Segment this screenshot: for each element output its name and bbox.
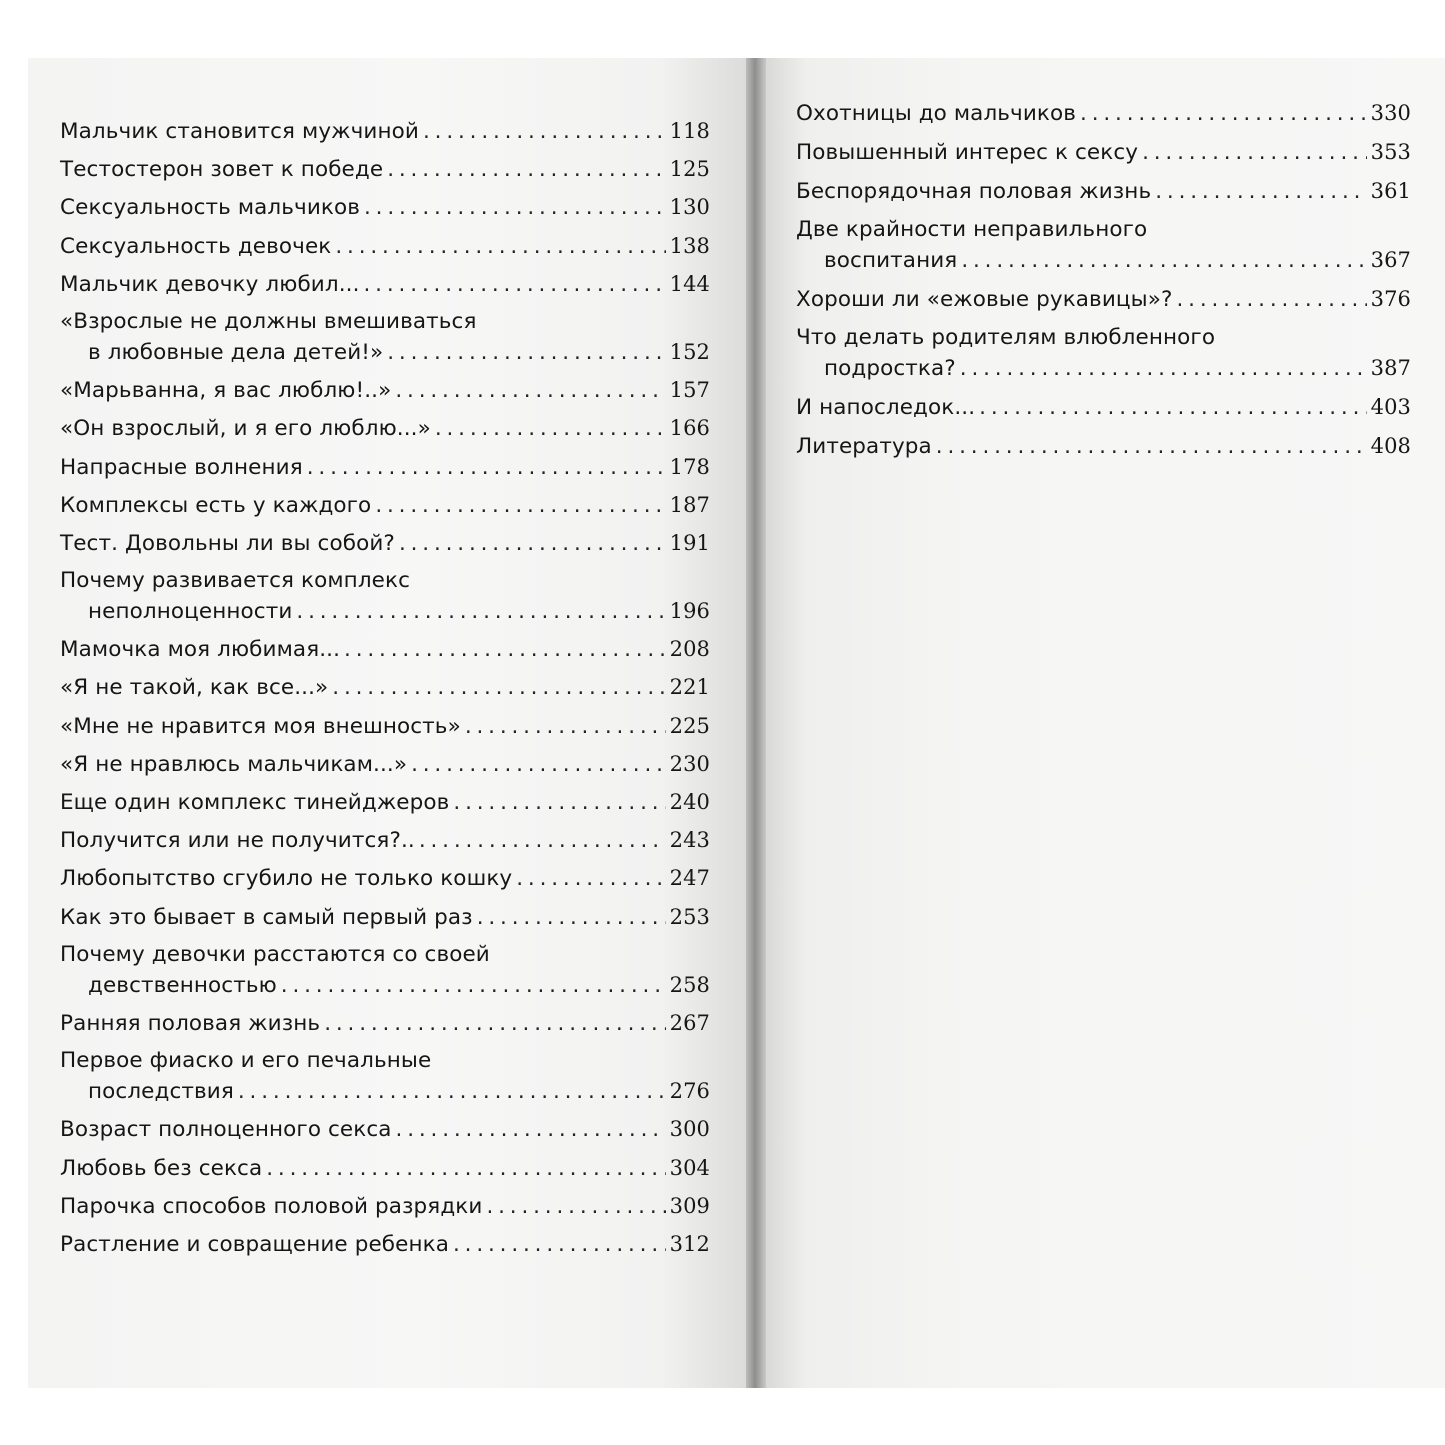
toc-page-number: 247 bbox=[669, 866, 710, 891]
toc-entry-title: Мальчик девочку любил... bbox=[60, 271, 360, 297]
toc-entry-title: Что делать родителям влюбленного bbox=[796, 325, 1216, 350]
toc-dot-leader bbox=[364, 270, 666, 300]
toc-entry-title: Мальчик становится мужчиной bbox=[60, 119, 419, 144]
left-page bbox=[28, 58, 746, 1388]
toc-dot-leader bbox=[396, 1115, 666, 1145]
toc-entry bbox=[60, 452, 710, 483]
toc-dot-leader bbox=[238, 1077, 666, 1107]
toc-entry-title: подростка? bbox=[824, 356, 956, 381]
toc-entry bbox=[796, 137, 1411, 168]
toc-dot-leader bbox=[344, 635, 666, 665]
toc-entry bbox=[60, 711, 710, 742]
toc-entry-line bbox=[60, 970, 710, 1001]
toc-entry-line bbox=[60, 116, 710, 147]
toc-page-number: 258 bbox=[669, 972, 710, 997]
toc-entry-line bbox=[60, 1114, 710, 1145]
toc-entry-line bbox=[796, 176, 1411, 207]
toc-entry-title: девственностью bbox=[88, 972, 277, 998]
toc-entry-title: «Взрослые не должны вмешиваться bbox=[60, 308, 477, 334]
toc-page-number: 376 bbox=[1370, 287, 1411, 311]
toc-entry bbox=[60, 749, 710, 780]
toc-page-number: 196 bbox=[669, 599, 710, 624]
toc-dot-leader bbox=[453, 1230, 666, 1260]
toc-entry bbox=[60, 528, 710, 559]
toc-entry-title: неполноценности bbox=[88, 599, 293, 625]
toc-dot-leader bbox=[960, 354, 1367, 384]
toc-entry bbox=[796, 284, 1411, 315]
toc-entry-title: «Мне не нравится моя внешность» bbox=[60, 713, 461, 739]
toc-entry-line bbox=[60, 787, 710, 818]
toc-entry-line bbox=[60, 154, 710, 185]
toc-entry bbox=[796, 323, 1411, 384]
toc-dot-leader bbox=[423, 117, 666, 147]
toc-entry-line bbox=[60, 413, 710, 444]
toc-entry-title: Литература bbox=[796, 434, 932, 459]
toc-entry-title: И напоследок... bbox=[796, 395, 976, 420]
toc-entry bbox=[60, 672, 710, 703]
toc-entry-line bbox=[60, 825, 710, 856]
toc-page-number: 125 bbox=[669, 157, 710, 182]
toc-entry bbox=[60, 375, 710, 406]
toc-page-number: 367 bbox=[1370, 248, 1411, 272]
toc-entry-line bbox=[60, 231, 710, 262]
toc-page-number: 353 bbox=[1370, 140, 1411, 164]
toc-entry-title: Как это бывает в самый первый раз bbox=[60, 904, 473, 930]
toc-page-number: 178 bbox=[669, 454, 710, 479]
toc-entry-line bbox=[796, 137, 1411, 168]
toc-entry bbox=[60, 787, 710, 818]
toc-page-number: 144 bbox=[669, 271, 710, 296]
toc-entry-line bbox=[60, 490, 710, 521]
toc-entry-line bbox=[60, 375, 710, 406]
toc-entry bbox=[60, 413, 710, 444]
toc-entry-line bbox=[60, 1191, 710, 1222]
toc-entry-title: Комплексы есть у каждого bbox=[60, 492, 372, 518]
toc-page-number: 118 bbox=[669, 119, 710, 143]
toc-entry-title: Сексуальность мальчиков bbox=[60, 195, 361, 221]
toc-page-number: 187 bbox=[669, 492, 710, 517]
toc-dot-leader bbox=[296, 597, 665, 627]
toc-dot-leader bbox=[961, 246, 1366, 276]
toc-entry-title: Получится или не получится?.. bbox=[60, 828, 415, 854]
toc-entry-title: Любопытство сгубило не только кошку bbox=[60, 866, 513, 892]
toc-dot-leader bbox=[516, 864, 665, 894]
toc-dot-leader bbox=[419, 826, 666, 856]
toc-dot-leader bbox=[477, 903, 666, 933]
toc-dot-leader bbox=[1176, 285, 1366, 315]
toc-entry-title: Охотницы до мальчиков bbox=[796, 101, 1077, 126]
toc-list-right bbox=[796, 98, 1411, 470]
toc-dot-leader bbox=[332, 673, 665, 703]
right-page bbox=[766, 58, 1445, 1388]
toc-entry-title: последствия bbox=[88, 1079, 234, 1105]
toc-dot-leader bbox=[453, 788, 665, 818]
toc-dot-leader bbox=[364, 193, 666, 223]
toc-entry-line bbox=[60, 902, 710, 933]
toc-dot-leader bbox=[435, 414, 666, 444]
toc-entry bbox=[60, 490, 710, 521]
toc-dot-leader bbox=[281, 971, 666, 1001]
toc-dot-leader bbox=[979, 393, 1366, 423]
toc-entry-title: Первое фиаско и его печальные bbox=[60, 1048, 432, 1074]
toc-entry bbox=[796, 392, 1411, 423]
toc-entry-title: воспитания bbox=[824, 248, 958, 273]
toc-entry bbox=[60, 634, 710, 665]
toc-page-number: 138 bbox=[669, 233, 710, 258]
toc-entry-line bbox=[60, 940, 710, 970]
toc-entry-title: в любовные дела детей!» bbox=[88, 339, 384, 365]
toc-entry-line bbox=[60, 1229, 710, 1260]
toc-entry-line bbox=[60, 269, 710, 300]
toc-entry bbox=[60, 269, 710, 300]
toc-entry-title: Напрасные волнения bbox=[60, 454, 303, 480]
toc-entry bbox=[796, 215, 1411, 276]
toc-entry bbox=[60, 566, 710, 627]
toc-dot-leader bbox=[307, 453, 666, 483]
toc-entry bbox=[60, 307, 710, 368]
toc-entry-title: «Он взрослый, и я его люблю...» bbox=[60, 416, 431, 442]
toc-dot-leader bbox=[1155, 177, 1366, 207]
toc-entry-title: Сексуальность девочек bbox=[60, 233, 332, 259]
toc-entry-line bbox=[60, 749, 710, 780]
toc-entry-line bbox=[60, 1153, 710, 1184]
toc-dot-leader bbox=[465, 712, 666, 742]
toc-entry bbox=[60, 231, 710, 262]
toc-entry-line bbox=[796, 431, 1411, 462]
toc-entry bbox=[60, 825, 710, 856]
toc-page-number: 309 bbox=[669, 1193, 710, 1218]
toc-dot-leader bbox=[266, 1154, 665, 1184]
toc-entry-line bbox=[796, 323, 1411, 353]
toc-entry-line bbox=[796, 215, 1411, 245]
toc-entry-title: Парочка способов половой разрядки bbox=[60, 1193, 483, 1219]
toc-entry bbox=[796, 431, 1411, 462]
toc-dot-leader bbox=[486, 1192, 665, 1222]
toc-page-number: 225 bbox=[669, 713, 710, 738]
toc-dot-leader bbox=[1080, 99, 1367, 129]
toc-entry-line bbox=[60, 337, 710, 368]
toc-entry-line bbox=[60, 711, 710, 742]
toc-page-number: 403 bbox=[1370, 395, 1411, 419]
toc-dot-leader bbox=[387, 338, 665, 368]
toc-entry-title: Беспорядочная половая жизнь bbox=[796, 179, 1152, 204]
toc-dot-leader bbox=[411, 750, 666, 780]
toc-entry-line bbox=[60, 1076, 710, 1107]
toc-entry bbox=[796, 98, 1411, 129]
toc-page-number: 276 bbox=[669, 1079, 710, 1104]
toc-page-number: 304 bbox=[669, 1155, 710, 1180]
toc-entry-title: Почему девочки расстаются со своей bbox=[60, 941, 490, 967]
toc-entry-title: Тест. Довольны ли вы собой? bbox=[60, 530, 395, 556]
toc-entry-title: Ранняя половая жизнь bbox=[60, 1010, 321, 1036]
toc-entry-line bbox=[60, 634, 710, 665]
toc-entry bbox=[60, 116, 710, 147]
toc-entry-title: Возраст полноценного секса bbox=[60, 1117, 392, 1143]
toc-entry bbox=[796, 176, 1411, 207]
toc-entry-line bbox=[796, 98, 1411, 129]
toc-page-number: 152 bbox=[669, 339, 710, 364]
toc-entry-line bbox=[796, 284, 1411, 315]
book-gutter bbox=[746, 58, 766, 1388]
toc-entry-title: «Я не такой, как все...» bbox=[60, 675, 329, 701]
toc-entry bbox=[60, 154, 710, 185]
toc-entry-line bbox=[60, 452, 710, 483]
toc-entry-line bbox=[60, 596, 710, 627]
toc-entry-line bbox=[60, 192, 710, 223]
toc-dot-leader bbox=[335, 232, 665, 262]
toc-dot-leader bbox=[399, 529, 666, 559]
toc-page-number: 253 bbox=[669, 904, 710, 929]
toc-dot-leader bbox=[936, 432, 1367, 462]
toc-page-number: 157 bbox=[669, 378, 710, 403]
toc-entry-line bbox=[60, 1046, 710, 1076]
toc-page-number: 267 bbox=[669, 1010, 710, 1035]
toc-entry-line bbox=[60, 672, 710, 703]
toc-entry bbox=[60, 863, 710, 894]
toc-page-number: 243 bbox=[669, 828, 710, 853]
toc-entry-line bbox=[60, 1008, 710, 1039]
toc-page-number: 166 bbox=[669, 416, 710, 441]
toc-entry bbox=[60, 1008, 710, 1039]
toc-page-number: 221 bbox=[669, 675, 710, 700]
toc-entry-title: Две крайности неправильного bbox=[796, 217, 1148, 242]
toc-page-number: 330 bbox=[1370, 101, 1411, 125]
toc-entry-line bbox=[60, 566, 710, 596]
toc-entry bbox=[60, 1153, 710, 1184]
toc-entry bbox=[60, 1229, 710, 1260]
toc-dot-leader bbox=[324, 1009, 665, 1039]
toc-dot-leader bbox=[387, 155, 665, 185]
toc-entry-title: Мамочка моя любимая... bbox=[60, 637, 341, 663]
toc-page-number: 191 bbox=[669, 530, 710, 555]
toc-entry-line bbox=[796, 392, 1411, 423]
toc-entry-title: Хороши ли «ежовые рукавицы»? bbox=[796, 287, 1173, 312]
toc-entry bbox=[60, 1191, 710, 1222]
toc-entry-title: «Марьванна, я вас люблю!..» bbox=[60, 378, 392, 404]
toc-list-left bbox=[60, 116, 710, 1267]
toc-page-number: 408 bbox=[1370, 434, 1411, 458]
toc-entry bbox=[60, 940, 710, 1001]
toc-entry-line bbox=[60, 307, 710, 337]
toc-page-number: 300 bbox=[669, 1117, 710, 1142]
toc-entry-line bbox=[60, 863, 710, 894]
toc-entry bbox=[60, 1046, 710, 1107]
toc-entry-title: Повышенный интерес к сексу bbox=[796, 140, 1139, 165]
toc-entry bbox=[60, 902, 710, 933]
toc-page-number: 387 bbox=[1370, 356, 1411, 380]
toc-entry-line bbox=[60, 528, 710, 559]
toc-dot-leader bbox=[1142, 138, 1367, 168]
toc-entry-title: Почему развивается комплекс bbox=[60, 568, 411, 594]
toc-entry-title: Еще один комплекс тинейджеров bbox=[60, 790, 450, 815]
toc-page-number: 130 bbox=[669, 195, 710, 220]
toc-page-number: 208 bbox=[669, 637, 710, 662]
toc-dot-leader bbox=[395, 376, 665, 406]
toc-page-number: 230 bbox=[669, 751, 710, 776]
toc-entry bbox=[60, 1114, 710, 1145]
toc-entry bbox=[60, 192, 710, 223]
toc-page-number: 361 bbox=[1370, 179, 1411, 203]
toc-entry-title: Любовь без секса bbox=[60, 1155, 263, 1181]
toc-entry-line bbox=[796, 245, 1411, 276]
toc-page-number: 240 bbox=[669, 790, 710, 814]
toc-entry-title: Тестостерон зовет к победе bbox=[60, 157, 384, 183]
toc-entry-title: «Я не нравлюсь мальчикам...» bbox=[60, 751, 408, 777]
toc-entry-line bbox=[796, 353, 1411, 384]
toc-entry-title: Растление и совращение ребенка bbox=[60, 1231, 449, 1257]
toc-page-number: 312 bbox=[669, 1231, 710, 1256]
toc-dot-leader bbox=[375, 491, 665, 521]
